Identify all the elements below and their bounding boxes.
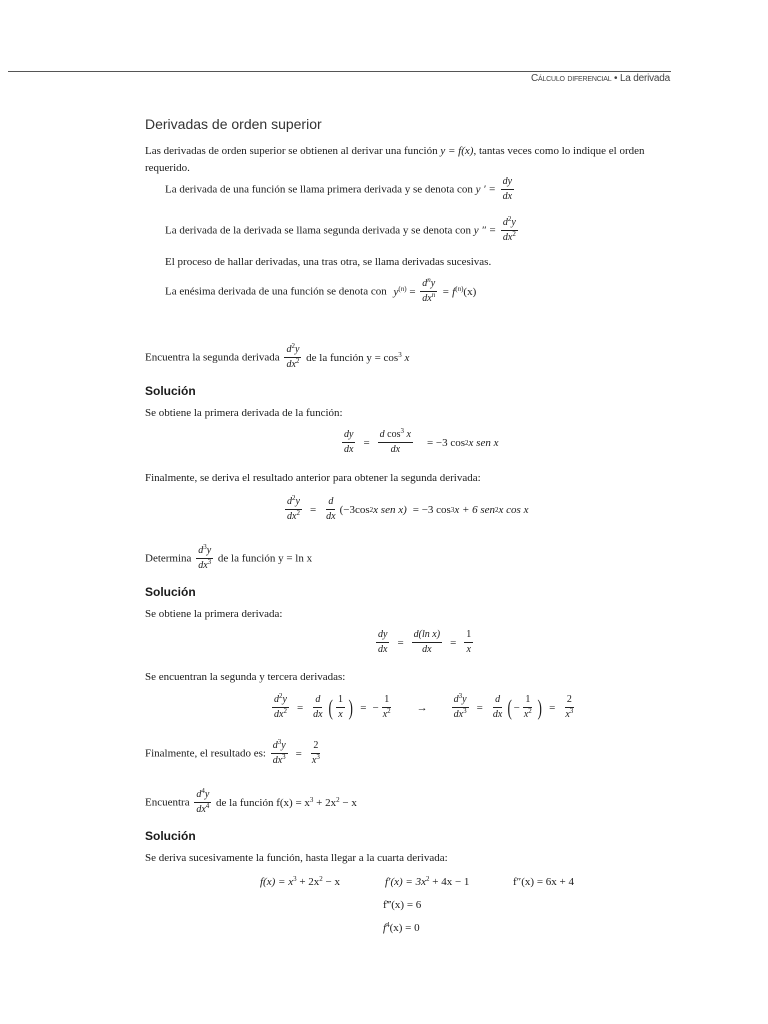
example-3-f1: $f'(x) = 3x^2 + 4x - 1$ <box>385 875 470 888</box>
first-derivative-def: La derivada de una función se llama primera derivada y se denota con y ′ = $\frac{dy}{dx}$ <box>165 176 513 202</box>
example-1-second-derivative: $\frac{d^2y}{dx^2}$ = $\frac{d}{dx}$ (−3cos 2 x sen x) = −3 cos 3 x + 6 sen 2 x cos x <box>287 494 529 522</box>
example-3-f: $f(x) = x^3 + 2x^2 - x$ <box>260 875 341 888</box>
example-2-first-derivative: $\frac{dy}{dx}$ = $\frac{\text{d(ln x)}}{dx}$ = $\frac{1}{x}$ <box>378 629 472 655</box>
example-2-result: Finalmente, el resultado es: $\frac{d^3y}{dx^3}$ = $\frac{2}{x^3}$ <box>145 738 320 766</box>
example-1-step-2: Finalmente, se deriva el resultado anterior para obtener la segunda derivada: <box>145 472 481 484</box>
example-3-f4: $f^4(x) = 0$ <box>383 921 420 934</box>
example-2-solution-heading: Solución <box>145 585 196 599</box>
nth-derivative-def: La enésima derivada de una función se denota con $y^{(n)}$ = $\frac{d^ny}{dx^n}$ = $f^{(n)}(x)$ <box>165 276 477 304</box>
example-2-prompt: Determina $\frac{d^3y}{dx^3}$ de la función y = ln x <box>145 543 313 571</box>
example-3-f3: f‴(x) = 6 <box>383 899 422 911</box>
example-2-step-1: Se obtiene la primera derivada: <box>145 608 283 620</box>
example-2-step-2: Se encuentran la segunda y tercera derivadas: <box>145 671 346 683</box>
second-derivative-def: La derivada de la derivada se llama segunda derivada y se denota con y ″ = $\frac{d^2y}{dx^2}$ <box>165 215 516 243</box>
intro-line-2: requerido. <box>145 162 190 174</box>
example-1-step-1: Se obtiene la primera derivada de la función: <box>145 407 343 419</box>
successive-derivatives: El proceso de hallar derivadas, una tras otra, se llama derivadas sucesivas. <box>165 256 492 268</box>
intro-line-1: Las derivadas de orden superior se obtienen al derivar una función y = f(x), tantas veces como lo indique el orden <box>145 145 645 157</box>
arrow-icon: → <box>416 701 428 714</box>
example-1-prompt: Encuentra la segunda derivada $\frac{d^2y}{dx^2}$ de la función $y = \cos^3 x$ <box>145 342 410 370</box>
running-head: Cálculo diferencial • La derivada <box>530 73 670 84</box>
section-title: Derivadas de orden superior <box>145 116 322 132</box>
example-2-higher-derivatives: $\frac{d^2y}{dx^2}$ = $\frac{d}{dx}$ ( $\frac{1}{x}$ ) = − $\frac{1}{x^2}$ → $\frac{d^3y}{dx^3}$ = $\frac{d}{dx}$ ( − $\frac{1}{x^2}$ ) = $\frac{2}{x^3}$ <box>274 692 574 720</box>
example-3-solution-heading: Solución <box>145 829 196 843</box>
example-3-f2: f″(x) = 6x + 4 <box>513 876 574 888</box>
example-1-solution-heading: Solución <box>145 384 196 398</box>
example-1-first-derivative: $\frac{dy}{dx}$ = $\frac{d \cos^3 x}{dx}$ = −3 cos 2 x sen x <box>344 427 499 455</box>
header-rule <box>8 71 671 72</box>
example-3-step-1: Se deriva sucesivamente la función, hasta llegar a la cuarta derivada: <box>145 852 448 864</box>
example-3-prompt: Encuentra $\frac{d^4y}{dx^4}$ de la función $f(x) = x^3 + 2x^2 - x$ <box>145 787 357 815</box>
